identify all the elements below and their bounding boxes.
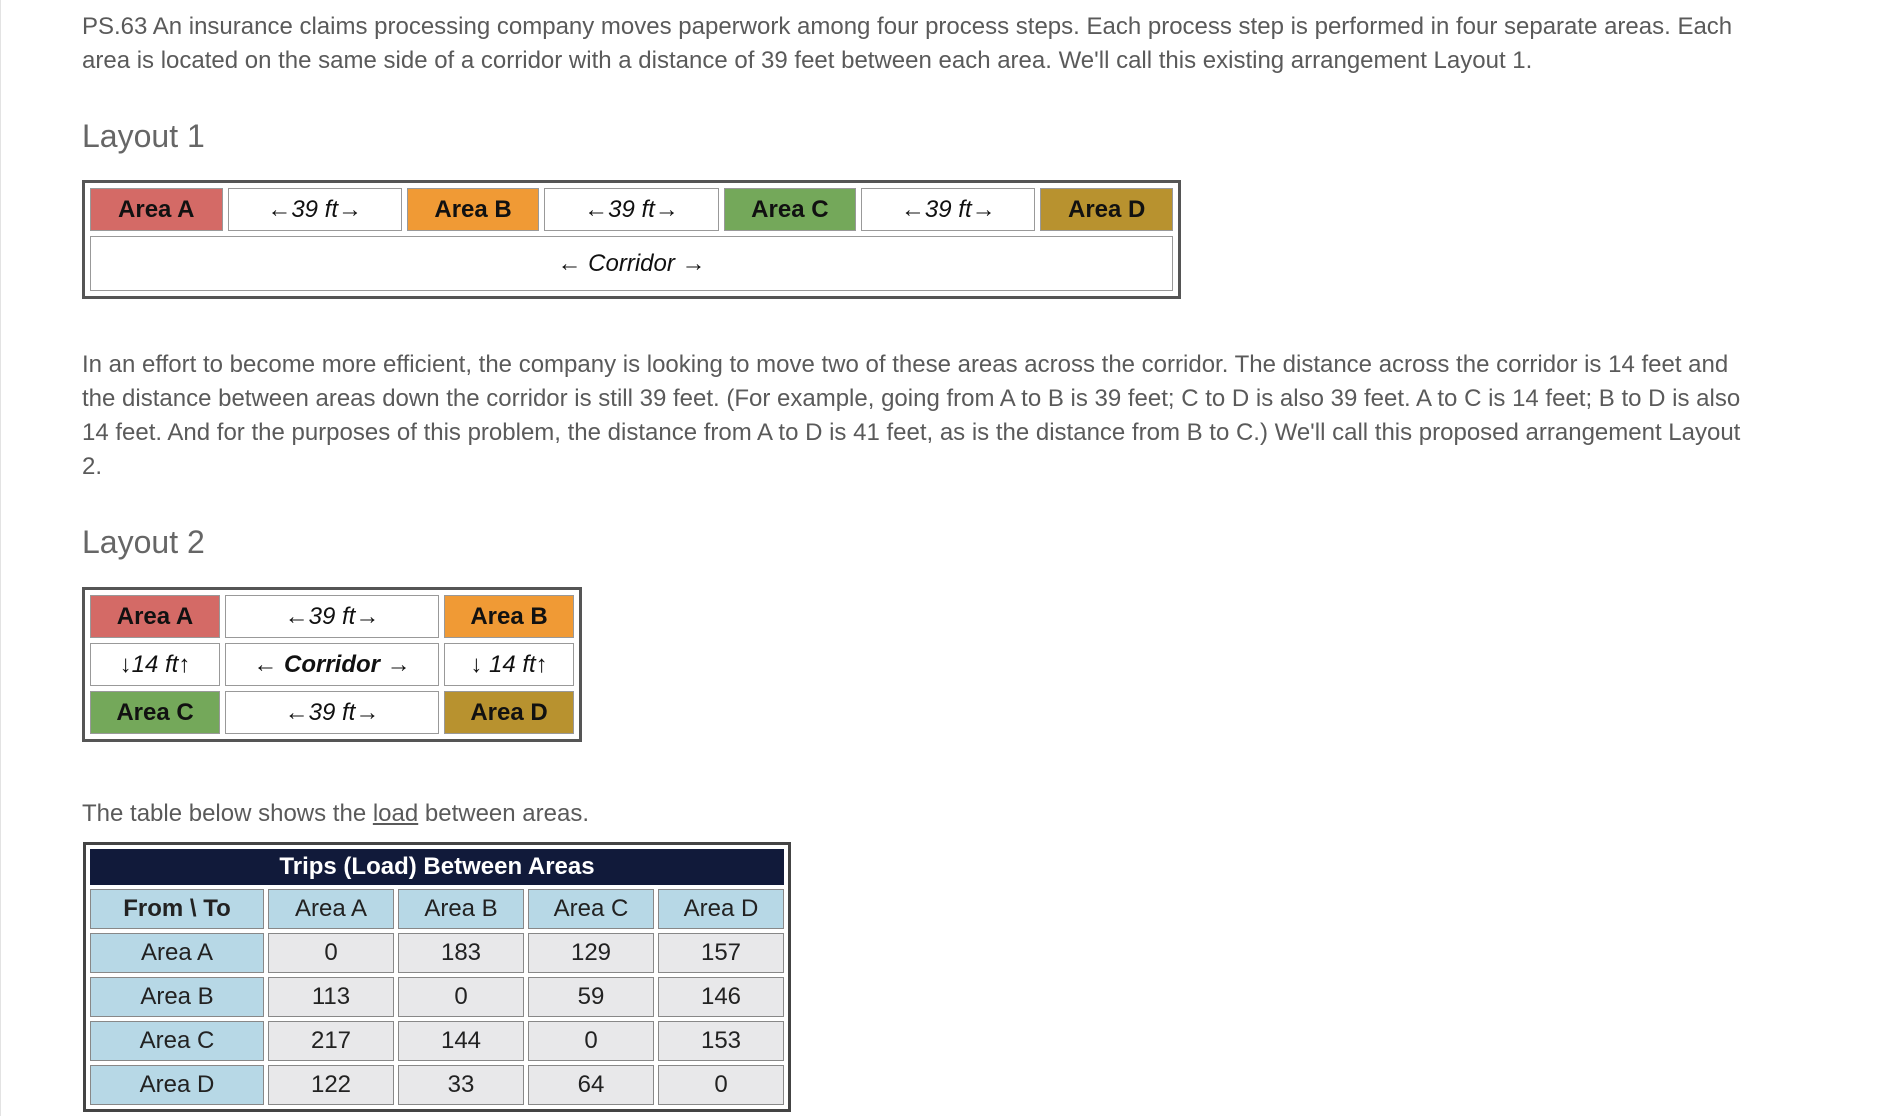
- layout2-diagram: [82, 587, 582, 742]
- layout2-across-right: ↓ 14 ft↑: [444, 643, 574, 686]
- table-cell: 59: [528, 977, 654, 1017]
- col-header-area-a: Area A: [268, 889, 394, 929]
- layout1-dist-cd: ←39 ft→: [861, 188, 1035, 231]
- layout1-dist-ab: ←39 ft→: [228, 188, 402, 231]
- table-cell: 0: [398, 977, 524, 1017]
- layout1-area-a: Area A: [90, 188, 223, 231]
- table-cell: 153: [658, 1021, 784, 1061]
- table-cell: 122: [268, 1065, 394, 1105]
- load-intro-before: The table below shows the: [82, 800, 373, 827]
- layout1-corridor: ← Corridor →: [90, 236, 1173, 291]
- table-cell: 0: [528, 1021, 654, 1061]
- layout2-area-a: Area A: [90, 595, 220, 638]
- layout1-area-b: Area B: [407, 188, 540, 231]
- table-cell: 217: [268, 1021, 394, 1061]
- table-row: [90, 977, 784, 1017]
- layout1-dist-bc: ←39 ft→: [544, 188, 718, 231]
- load-intro-after: between areas.: [418, 800, 589, 827]
- row-header: Area B: [90, 977, 264, 1017]
- table-cell: 0: [658, 1065, 784, 1105]
- table-cell: 113: [268, 977, 394, 1017]
- table-cell: 129: [528, 933, 654, 973]
- row-header: Area D: [90, 1065, 264, 1105]
- layout2-dist-cd: ←39 ft→: [225, 691, 439, 734]
- table-row: [90, 933, 784, 973]
- layout1-diagram: [82, 180, 1181, 299]
- layout2-across-left: ↓14 ft↑: [90, 643, 220, 686]
- table-row: [90, 1065, 784, 1105]
- load-table: [83, 842, 791, 1112]
- col-header-area-c: Area C: [528, 889, 654, 929]
- load-intro: [82, 797, 1762, 831]
- problem-paragraph-2: In an effort to become more efficient, the company is looking to move two of these areas across the corridor. The distance across the corridor is 14 feet and the distance between areas down the corridor is still 39 feet. (For example, going from A to B is 39 feet; C to D is also 39 feet. A to C is 14 feet; B to D is also 14 feet. And for the purposes of this problem, the distance from A to D is 41 feet, as is the distance from B to C.) We'll call this proposed arrangement Layout 2.: [82, 351, 1741, 480]
- table-cell: 146: [658, 977, 784, 1017]
- layout2-dist-ab: ←39 ft→: [225, 595, 439, 638]
- table-cell: 144: [398, 1021, 524, 1061]
- table-cell: 64: [528, 1065, 654, 1105]
- layout1-heading: Layout 1: [82, 118, 205, 154]
- col-header-area-d: Area D: [658, 889, 784, 929]
- table-cell: 33: [398, 1065, 524, 1105]
- layout2-corridor: ← Corridor →: [225, 643, 439, 686]
- row-header: Area C: [90, 1021, 264, 1061]
- layout1-area-d: Area D: [1040, 188, 1173, 231]
- row-header: Area A: [90, 933, 264, 973]
- layout2-area-c: Area C: [90, 691, 220, 734]
- col-header-area-b: Area B: [398, 889, 524, 929]
- layout1-area-c: Area C: [724, 188, 857, 231]
- layout2-heading: Layout 2: [82, 524, 205, 560]
- table-cell: 157: [658, 933, 784, 973]
- layout2-area-b: Area B: [444, 595, 574, 638]
- table-cell: 183: [398, 933, 524, 973]
- load-table-corner: From \ To: [90, 889, 264, 929]
- load-table-title: Trips (Load) Between Areas: [90, 849, 784, 885]
- load-link[interactable]: load: [372, 800, 419, 827]
- table-row: [90, 1021, 784, 1061]
- table-cell: 0: [268, 933, 394, 973]
- layout2-area-d: Area D: [444, 691, 574, 734]
- problem-intro: PS.63 An insurance claims processing company moves paperwork among four process steps. Each process step is performed in four separate areas. Each area is located on the same side of a corridor with a distance of 39 feet between each area. We'll call this existing arrangement Layout 1.: [82, 13, 1733, 74]
